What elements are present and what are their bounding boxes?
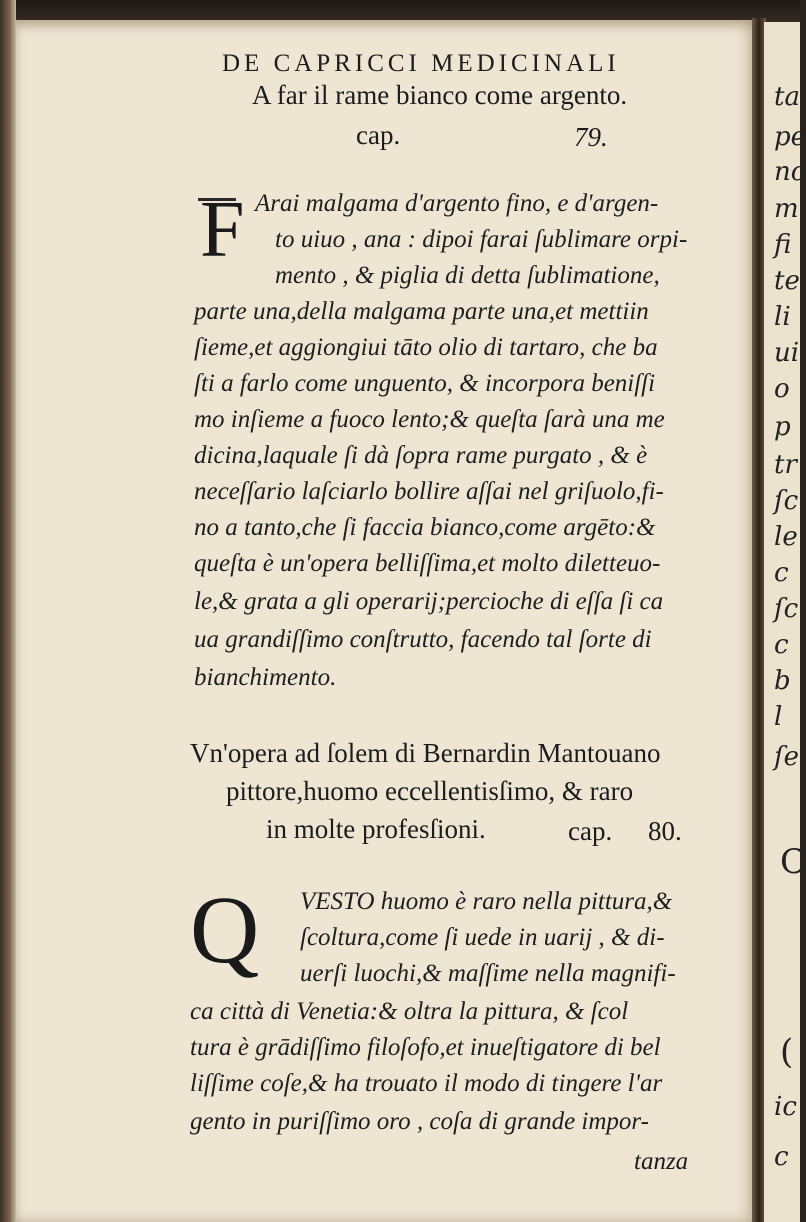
text-line: mo inſieme a fuoco lento;& queſta ſarà una me [194,406,665,433]
text-line: ca città di Venetia:& oltra la pittura, & ſcol [190,998,629,1025]
text-line: gento in puriſſimo oro , coſa di grande impor- [190,1108,649,1135]
facing-fragment: ſe [774,742,800,772]
chapter-80-dropcap: Q [190,876,260,983]
facing-fragment: pe [774,122,806,152]
text-line: dicina,laquale ſi dà ſopra rame purgato , & è [194,442,648,469]
text-line: ſieme,et aggiongiui tāto olio di tartaro, che ba [194,334,658,361]
text-line: tura è grādiſſimo filoſofo,et inueſtigatore di bel [190,1034,661,1061]
facing-fragment: c [774,630,789,660]
text-line: queſta è un'opera belliſſima,et molto diletteuo- [194,550,661,577]
running-head: DE CAPRICCI MEDICINALI [222,50,620,77]
chapter-79-cap-label: cap. [356,120,401,150]
chapter-79-dropcap: F [200,186,245,274]
facing-fragment: ta [774,82,800,112]
text-line: parte una,della malgama parte una,et mettiin [194,298,649,325]
text-line: bianchimento. [194,664,337,691]
chapter-80-cap-label: cap. [568,816,613,846]
facing-fragment: le [774,522,798,552]
facing-fragment: fi [774,230,792,260]
chapter-79-title: A far il rame bianco come argento. [252,80,628,110]
chapter-80-cap-number: 80. [648,816,682,846]
chapter-80-title-line: pittore,huomo eccellentisſimo, & raro [226,776,634,806]
facing-fragment: te [774,266,800,296]
facing-fragment: c [774,1142,789,1172]
facing-fragment: li [774,302,791,332]
facing-fragment: ic [774,1092,797,1122]
facing-fragment: b [774,666,791,696]
text-line: le,& grata a gli operarij;percioche di eſſa ſi ca [194,588,664,615]
facing-fragment: ſc [774,486,799,516]
facing-fragment: ( [780,1032,794,1072]
facing-fragment: m [774,194,799,224]
facing-fragment: ui [774,338,800,368]
facing-fragment: no [774,157,806,187]
facing-fragment: ſc [774,594,799,624]
facing-page [764,22,806,1222]
text-line: Arai malgama d'argento fino, e d'argen- [255,190,659,217]
facing-fragment: tr [774,450,797,480]
facing-fragment: o [774,374,790,404]
chapter-79-cap-number: 79. [574,122,608,152]
facing-fragment: C [780,842,806,882]
book-left-edge [0,0,16,1222]
text-line: no a tanto,che ſi faccia bianco,come argēto:& [194,514,656,541]
text-line: ua grandiſſimo conſtrutto, facendo tal ſorte di [194,626,652,653]
text-line: to uiuo , ana : dipoi farai ſublimare orpi- [275,226,688,253]
catchword: tanza [634,1148,689,1175]
text-line: neceſſario laſciarlo bollire aſſai nel griſuolo,fi- [194,478,664,505]
text-line: VESTO huomo è raro nella pittura,& [300,888,673,915]
text-line: uerſi luochi,& maſſime nella magnifi- [300,960,676,987]
facing-fragment: p [774,412,791,442]
facing-fragment: l [774,702,783,732]
text-line: ſti a farlo come unguento, & incorpora beniſſi [194,370,656,397]
chapter-80-title-line: in molte profesſioni. [266,814,486,844]
facing-fragment: c [774,558,789,588]
text-line: mento , & piglia di detta ſublimatione, [275,262,660,289]
chapter-80-title-line: Vn'opera ad ſolem di Bernardin Mantouano [190,738,661,768]
text-line: liſſime coſe,& ha trouato il modo di tingere l'ar [190,1070,663,1097]
text-line: ſcoltura,come ſi uede in uarij , & di- [300,924,665,951]
